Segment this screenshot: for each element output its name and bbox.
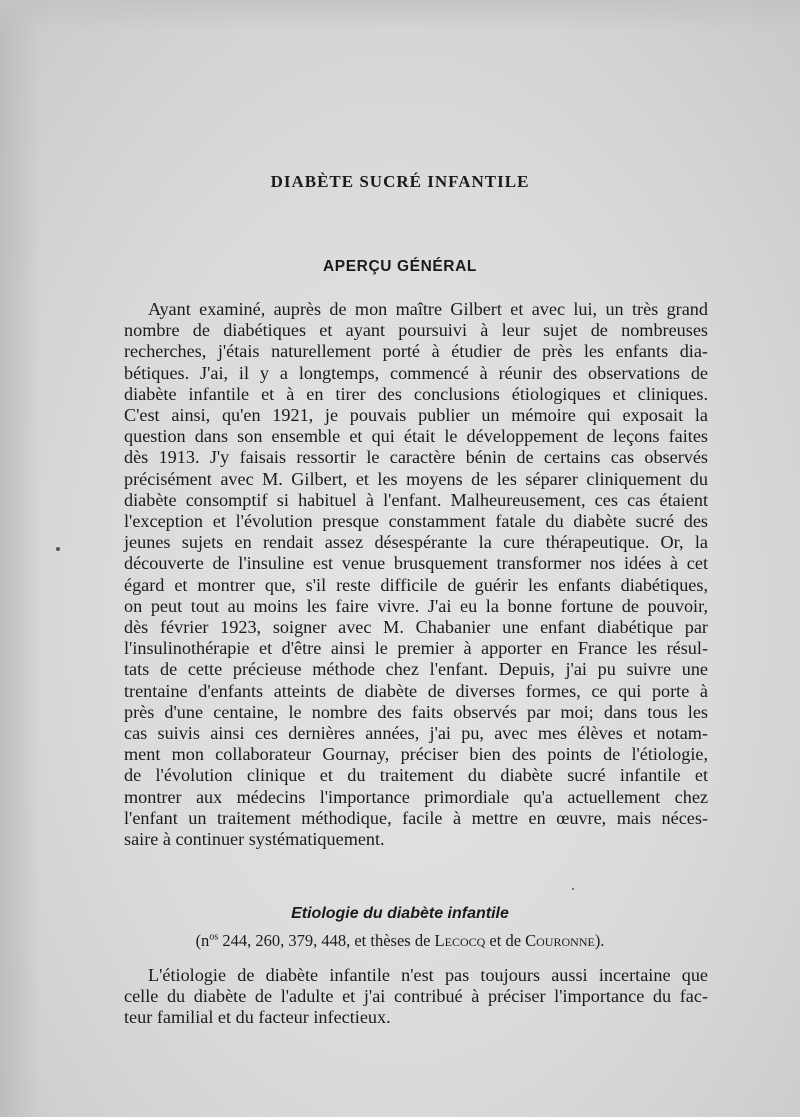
text-line: près d'une centaine, le nombre des faits observés par moi; dans tous les <box>124 701 708 722</box>
text-line: de l'évolution clinique et du traitement du diabète sucré infantile et <box>124 765 708 786</box>
text-line: on peut tout au moins les faire vivre. J'ai eu la bonne fortune de pouvoir, <box>124 595 708 616</box>
text-line: dès 1913. J'y faisais ressortir le caractère bénin de certains cas observés <box>124 447 708 468</box>
text-line: précisément avec M. Gilbert, et les moyens de les séparer cliniquement du <box>124 468 708 489</box>
text-line: question dans son ensemble et qui était le développement de leçons faites <box>124 426 708 447</box>
text-line: recherches, j'étais naturellement porté à étudier de près les enfants dia- <box>124 341 708 362</box>
text-line: L'étiologie de diabète infantile n'est pas toujours aussi incertaine que <box>148 965 708 985</box>
text-line: l'enfant un traitement méthodique, facile à mettre en œuvre, mais néces- <box>124 807 708 828</box>
text-line: montrer aux médecins l'importance primordiale qu'a actuellement chez <box>124 786 708 807</box>
paragraph-apercu <box>124 299 708 850</box>
text-line: tats de cette précieuse méthode chez l'enfant. Depuis, j'ai pu suivre une <box>124 659 708 680</box>
text-line: diabète infantile et à en tirer des conclusions étiologiques et cliniques. <box>124 383 708 404</box>
text-line: trentaine d'enfants atteints de diabète de diverses formes, ce qui porte à <box>124 680 708 701</box>
section-title: APERÇU GÉNÉRAL <box>323 258 477 275</box>
paragraph-etiologie <box>124 965 708 1029</box>
refs-suffix: ). <box>594 931 605 950</box>
references-line <box>0 931 800 951</box>
refs-author-lecocq: Lecocq <box>434 931 486 950</box>
text-line: ment mon collaborateur Gournay, préciser bien des points de l'étiologie, <box>124 744 708 765</box>
text-line: celle du diabète de l'adulte et j'ai contribué à préciser l'importance du fac- <box>124 986 708 1007</box>
refs-superscript: os <box>209 931 219 943</box>
text-line: cas suivis ainsi ces dernières années, j'ai pu, avec mes élèves et notam- <box>124 723 708 744</box>
text-line: teur familial et du facteur infectieux. <box>124 1007 391 1028</box>
text-line: Ayant examiné, auprès de mon maître Gilbert et avec lui, un très grand <box>148 299 708 319</box>
text-line: saire à continuer systématiquement. <box>124 829 385 850</box>
paper-speck <box>56 547 60 551</box>
text-line: l'exception et l'évolution presque constamment fatale du diabète sucré des <box>124 511 708 532</box>
text-line: dès février 1923, soigner avec M. Chabanier une enfant diabétique par <box>124 617 708 638</box>
text-line: l'insulinothérapie et d'être ainsi le premier à apporter en France les résul- <box>124 638 708 659</box>
text-line: diabète consomptif si habituel à l'enfant. Malheureusement, ces cas étaient <box>124 489 708 510</box>
refs-numbers: 244, 260, 379, 448, et thèses de <box>218 931 435 950</box>
paper-speck <box>572 888 574 890</box>
text-line: bétiques. J'ai, il y a longtemps, commencé à réunir des observations de <box>124 362 708 383</box>
refs-prefix: (n <box>195 931 210 950</box>
text-line: découverte de l'insuline est venue brusquement transformer nos idées à cet <box>124 553 708 574</box>
text-line: C'est ainsi, qu'en 1921, je pouvais publier un mémoire qui exposait la <box>124 405 708 426</box>
text-line: égard et montrer que, s'il reste difficile de guérir les enfants diabétiques, <box>124 574 708 595</box>
refs-author-couronne: Couronne <box>525 931 595 950</box>
text-line: jeunes sujets en rendait assez désespérante la cure thérapeutique. Or, la <box>124 532 708 553</box>
refs-connector: et de <box>485 931 526 950</box>
chapter-title: DIABÈTE SUCRÉ INFANTILE <box>270 172 530 191</box>
subheading-etiologie: Etiologie du diabète infantile <box>291 905 509 922</box>
text-line: nombre de diabétiques et ayant poursuivi à leur sujet de nombreuses <box>124 320 708 341</box>
